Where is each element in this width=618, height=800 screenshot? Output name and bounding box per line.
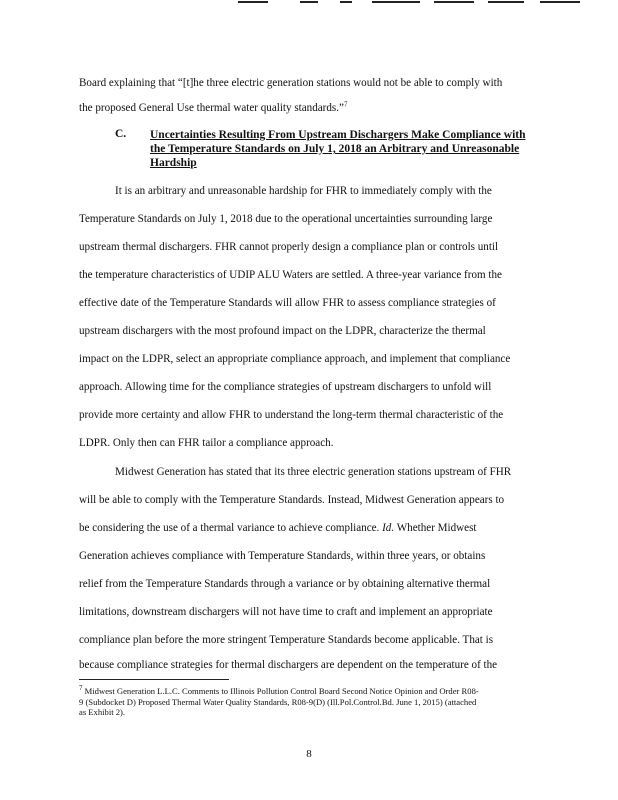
paragraph-2-line: be considering the use of a thermal variance to achieve compliance. Id. Whether Midwest — [79, 522, 477, 534]
citation-id: Id. — [382, 522, 395, 534]
paragraph-2-line: compliance plan before the more stringent Temperature Standards become applicable. That is — [79, 634, 494, 646]
paragraph-1-line: the temperature characteristics of UDIP ALU Waters are settled. A three-year variance from the — [79, 269, 502, 281]
page-number: 8 — [306, 748, 312, 760]
paragraph-1-line: impact on the LDPR, select an appropriate compliance approach, and implement that compliance — [79, 353, 511, 365]
paragraph-1-line: LDPR. Only then can FHR tailor a compliance approach. — [79, 437, 334, 449]
body-line: Board explaining that “[t]he three electric generation stations would not be able to comply with — [79, 77, 503, 89]
paragraph-1-line: It is an arbitrary and unreasonable hardship for FHR to immediately comply with the — [115, 185, 492, 197]
section-heading: Uncertainties Resulting From Upstream Dischargers Make Compliance with the Temperature Standards on July 1, 2018 an Arbitrary and Unreasonable Hardship — [150, 129, 526, 169]
footnote-divider — [79, 679, 229, 680]
paragraph-2-line: because compliance strategies for thermal dischargers are dependent on the temperature of the — [79, 659, 498, 671]
paragraph-1-line: Temperature Standards on July 1, 2018 due to the operational uncertainties surrounding large — [79, 213, 493, 225]
paragraph-1-line: upstream thermal dischargers. FHR cannot properly design a compliance plan or controls until — [79, 241, 499, 253]
paragraph-1-line: effective date of the Temperature Standards will allow FHR to assess compliance strategies of — [79, 297, 496, 309]
footnote: $^7$ Midwest Generation L.L.C. Comments to Illinois Pollution Control Board Second Notice Opinion and Order R08- 9 (Subdocket D) Proposed Thermal Water Quality Standards, R08-9(D) (Ill.Pol.Control.Bd. June 1, 2015) (attached as Exhibit 2). — [79, 684, 479, 717]
paragraph-2-line: relief from the Temperature Standards through a variance or by obtaining alternative thermal — [79, 578, 491, 590]
paragraph-2-line: Midwest Generation has stated that its three electric generation stations upstream of FHR — [115, 466, 512, 478]
paragraph-1-line: approach. Allowing time for the compliance strategies of upstream dischargers to unfold will — [79, 381, 492, 393]
paragraph-1-line: provide more certainty and allow FHR to understand the long-term thermal characteristic of the — [79, 409, 504, 421]
paragraph-2-line: limitations, downstream dischargers will not have time to craft and implement an appropriate — [79, 606, 493, 618]
section-label: C. — [115, 128, 127, 140]
footnote-number: 7 — [79, 684, 83, 693]
scan-top-marks — [0, 0, 618, 6]
body-line: the proposed General Use thermal water quality standards.”$^7$ — [79, 100, 348, 114]
footnote-reference[interactable]: 7 — [343, 100, 348, 109]
paragraph-2-line: will be able to comply with the Temperature Standards. Instead, Midwest Generation appears to — [79, 494, 505, 506]
paragraph-1-line: upstream dischargers with the most profound impact on the LDPR, characterize the thermal — [79, 325, 486, 337]
paragraph-2-line: Generation achieves compliance with Temperature Standards, within three years, or obtains — [79, 550, 486, 562]
